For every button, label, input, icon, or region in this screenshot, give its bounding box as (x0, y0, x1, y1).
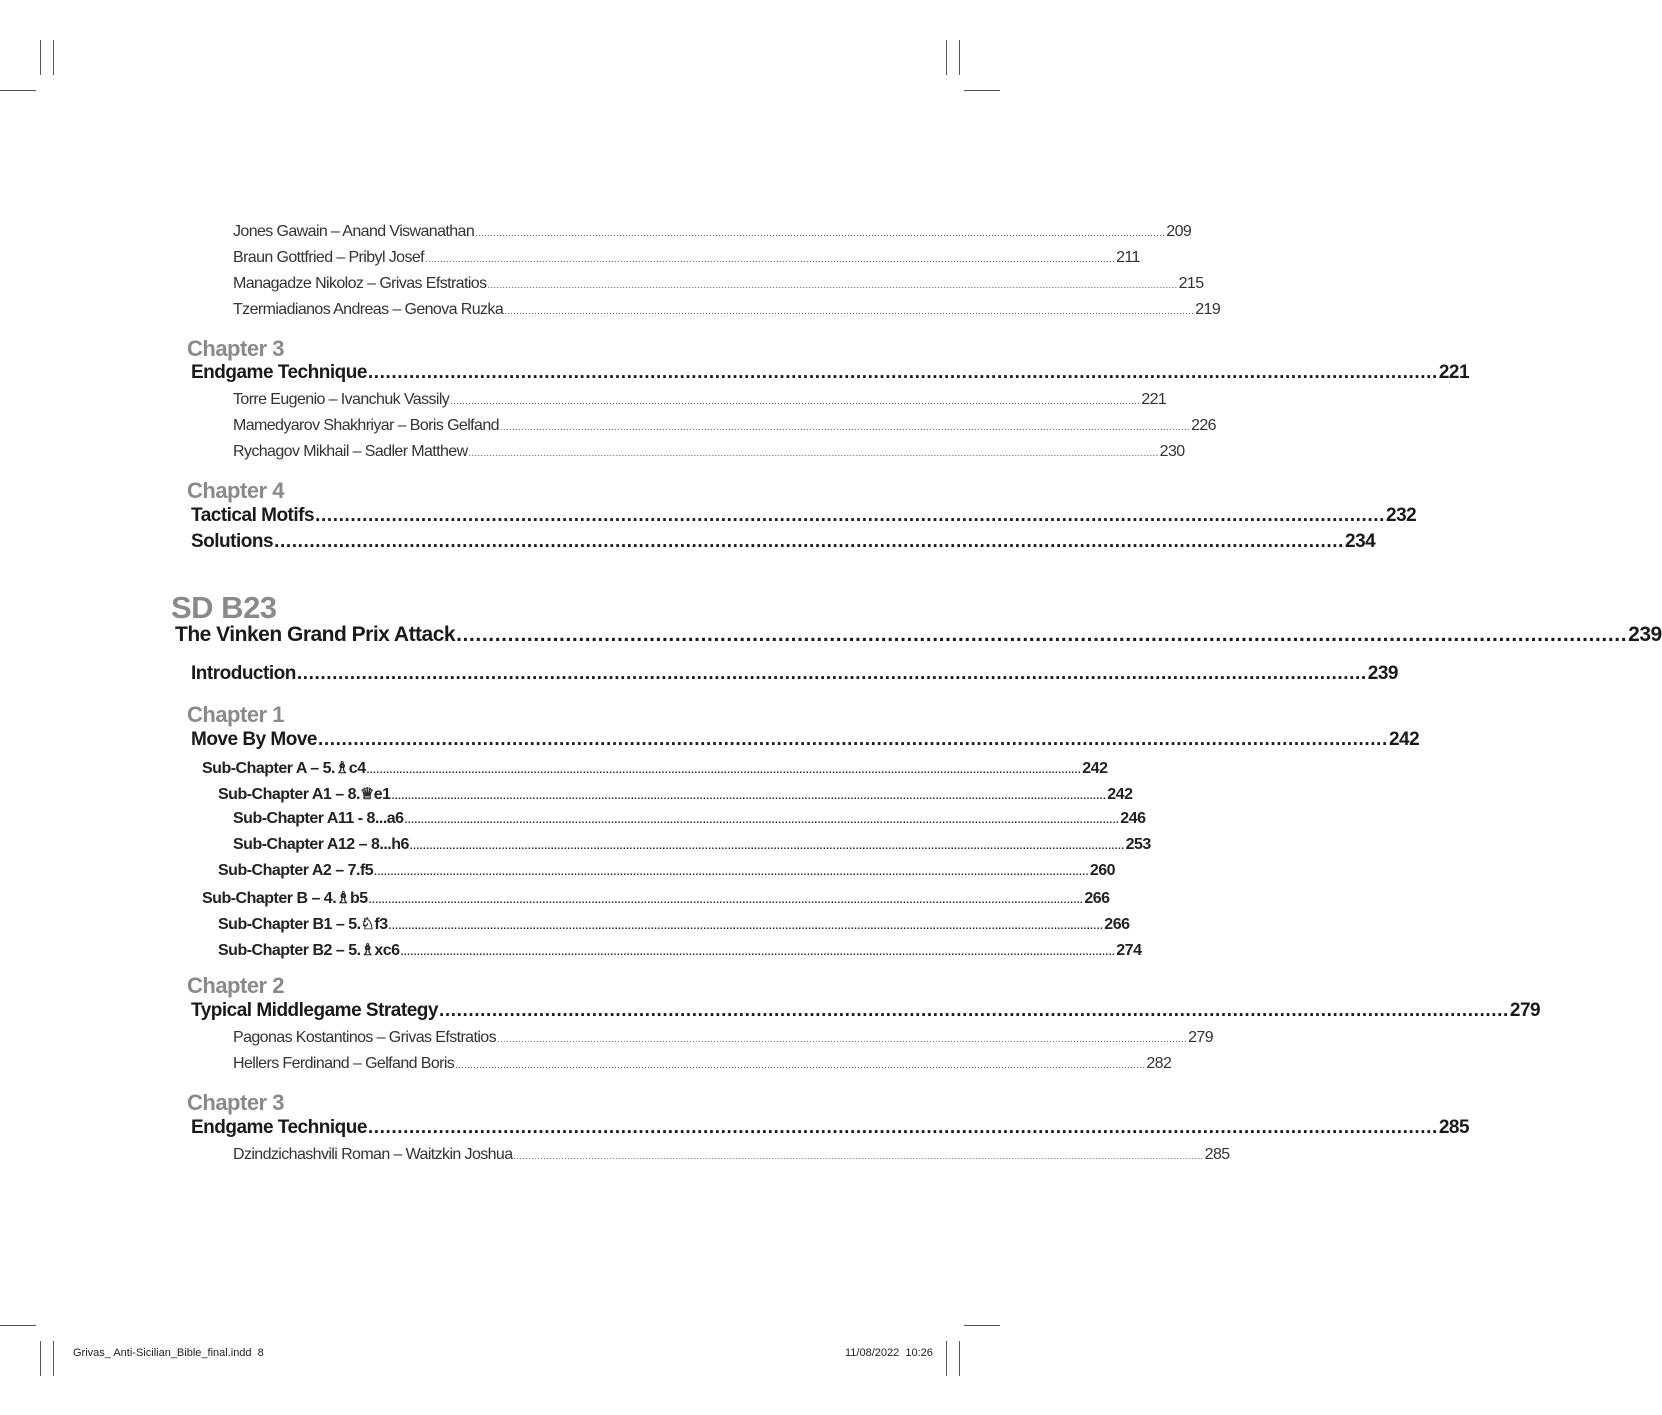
crop-mark (959, 40, 960, 75)
chapter-label: Chapter 4 (187, 478, 284, 503)
toc-game-entry[interactable] (233, 391, 1167, 413)
entry-title: Solutions (191, 531, 274, 552)
crop-mark (40, 40, 41, 75)
page-number: 239 (1367, 663, 1398, 684)
toc-game-entry[interactable] (233, 1146, 1230, 1168)
toc-subchapter-entry[interactable] (233, 836, 1151, 858)
game-title: Tzermiadianos Andreas – Genova Ruzka (233, 301, 504, 318)
toc-subchapter-entry[interactable] (218, 862, 1116, 884)
leader-dots: ...................................................................................................................................................................................... (367, 1117, 1438, 1138)
crop-mark (964, 1325, 1000, 1326)
game-title: Mamedyarov Shakhriyar – Boris Gelfand (233, 417, 499, 434)
entry-title: Endgame Technique (191, 1117, 367, 1138)
leader-dots: .......................................................................................................................................................................................................................... (400, 947, 1116, 958)
leader-dots: ...................................................................................................................................................................................... (296, 663, 1367, 684)
crop-mark (40, 1341, 41, 1376)
game-title: Dzindzichashvili Roman – Waitzkin Joshua (233, 1146, 513, 1163)
toc-subchapter-entry[interactable] (202, 888, 1110, 910)
toc-subchapter-entry[interactable] (233, 810, 1146, 832)
toc-main-entry[interactable] (191, 663, 1398, 689)
page-number: 226 (1191, 417, 1216, 434)
page-number: 246 (1120, 810, 1146, 827)
entry-title: Endgame Technique (191, 362, 367, 383)
page-number: 260 (1089, 862, 1116, 879)
chapter-label: Chapter 1 (187, 702, 284, 727)
crop-mark (53, 1341, 54, 1376)
entry-title: Typical Middlegame Strategy (191, 1000, 438, 1021)
leader-dots: ...................................................................................................................................................................................................................................... (468, 448, 1159, 458)
crop-mark (53, 40, 54, 75)
page-number: 285 (1438, 1117, 1470, 1138)
page-number: 242 (1082, 760, 1108, 777)
page-number: 242 (1107, 786, 1133, 803)
toc-game-entry[interactable] (233, 249, 1140, 271)
footer-date: 11/08/2022 (845, 1347, 900, 1359)
toc-subchapter-entry[interactable] (202, 758, 1108, 780)
chapter-label: Chapter 3 (187, 1090, 284, 1115)
subchapter-title: Sub-Chapter B – 4.♗b5 (202, 890, 368, 907)
leader-dots: .......................................................................................................................................................................................................................... (374, 867, 1089, 878)
page-number: 221 (1141, 391, 1167, 408)
subchapter-title: Sub-Chapter B2 – 5.♗xc6 (218, 942, 400, 959)
page-number: 253 (1125, 836, 1151, 853)
leader-dots: ...................................................................................................................................................................................................................................... (487, 280, 1178, 290)
subchapter-title: Sub-Chapter A11 - 8...a6 (233, 810, 404, 827)
game-title: Hellers Ferdinand – Gelfand Boris (233, 1055, 455, 1072)
footer-time: 10:26 (905, 1347, 933, 1359)
leader-dots: ...................................................................................................................................................................................... (274, 531, 1345, 552)
subchapter-title: Sub-Chapter A – 5.♗c4 (202, 760, 366, 777)
page-number: 279 (1188, 1029, 1213, 1046)
entry-title: Tactical Motifs (191, 505, 315, 526)
entry-title: Introduction (191, 663, 296, 684)
leader-dots: .......................................................................................................................................................................................................................... (409, 841, 1125, 852)
toc-game-entry[interactable] (233, 417, 1216, 439)
page-number: 279 (1509, 1000, 1541, 1021)
subchapter-title: Sub-Chapter A1 – 8.♕e1 (218, 786, 391, 803)
page-number: 232 (1386, 505, 1417, 526)
leader-dots: ...................................................................................................................................................................................................................................... (450, 396, 1141, 406)
leader-dots: .......................................................................................................................................................................................................................... (391, 791, 1107, 802)
footer-page: 8 (257, 1347, 264, 1359)
leader-dots: ...................................................................................................................................................................................................................................... (475, 228, 1166, 238)
section-code: SD B23 (171, 590, 277, 625)
page-number: 282 (1146, 1055, 1172, 1072)
game-title: Rychagov Mikhail – Sadler Matthew (233, 443, 468, 460)
page-number: 266 (1084, 890, 1110, 907)
toc-main-entry[interactable] (191, 362, 1470, 388)
toc-main-entry[interactable] (191, 531, 1376, 557)
crop-mark (0, 1325, 36, 1326)
game-title: Managadze Nikoloz – Grivas Efstratios (233, 275, 487, 292)
leader-dots: ...................................................................................................................................................................................... (438, 1000, 1509, 1021)
leader-dots: ...................................................................................................................................................................................................................................... (499, 422, 1191, 432)
leader-dots: .......................................................................................................................................................................................................................... (388, 921, 1104, 932)
page-number: 285 (1204, 1146, 1230, 1163)
leader-dots: ...................................................................................................................................................................................................................................... (513, 1151, 1204, 1161)
toc-game-entry[interactable] (233, 223, 1192, 245)
leader-dots: ...................................................................................................................................................................................................................................... (496, 1034, 1188, 1044)
subchapter-title: Sub-Chapter A12 – 8...h6 (233, 836, 409, 853)
game-title: Jones Gawain – Anand Viswanathan (233, 223, 475, 240)
crop-mark (959, 1341, 960, 1376)
leader-dots: ...................................................................................................................................................................................... (317, 729, 1388, 750)
crop-mark (964, 90, 1000, 91)
page-number: 219 (1195, 301, 1221, 318)
page-number: 234 (1345, 531, 1376, 552)
toc-section-entry[interactable] (175, 623, 1662, 651)
page-number: 230 (1159, 443, 1185, 460)
leader-dots: ...................................................................................................................................................................................................................................... (455, 1060, 1146, 1070)
section-title: The Vinken Grand Prix Attack (175, 623, 456, 646)
leader-dots: ...................................................................................................................................................................................................................................... (504, 306, 1195, 316)
subchapter-title: Sub-Chapter B1 – 5.♘f3 (218, 916, 388, 933)
leader-dots: .......................................................................................................................................................................................................................... (366, 765, 1082, 776)
subchapter-title: Sub-Chapter A2 – 7.f5 (218, 862, 374, 879)
leader-dots: .......................................................................................................................................................................................................................... (368, 895, 1084, 906)
page-number: 239 (1628, 623, 1662, 646)
crop-mark (0, 90, 36, 91)
toc-main-entry[interactable] (191, 729, 1420, 755)
page-number: 266 (1104, 916, 1130, 933)
chapter-label: Chapter 2 (187, 973, 284, 998)
toc-main-entry[interactable] (191, 505, 1417, 531)
leader-dots: ...................................................................................................................................................................................... (367, 362, 1438, 383)
toc-subchapter-entry[interactable] (218, 940, 1142, 962)
crop-mark (946, 1341, 947, 1376)
toc-game-entry[interactable] (233, 1055, 1172, 1077)
page-number: 274 (1116, 942, 1142, 959)
page-number: 215 (1178, 275, 1204, 292)
leader-dots: ...................................................................................................................................................................................................................................... (425, 254, 1116, 264)
toc-main-entry[interactable] (191, 1000, 1541, 1026)
leader-dots: ...................................................................................................................................................................................... (456, 623, 1628, 646)
crop-mark (946, 40, 947, 75)
toc-subchapter-entry[interactable] (218, 914, 1130, 936)
toc-subchapter-entry[interactable] (218, 784, 1133, 806)
entry-title: Move By Move (191, 729, 317, 750)
leader-dots: ...................................................................................................................................................................................... (315, 505, 1386, 526)
game-title: Torre Eugenio – Ivanchuk Vassily (233, 391, 450, 408)
chapter-label: Chapter 3 (187, 336, 284, 361)
leader-dots: .......................................................................................................................................................................................................................... (404, 815, 1120, 826)
toc-game-entry[interactable] (233, 275, 1204, 297)
page-number: 242 (1388, 729, 1420, 750)
toc-main-entry[interactable] (191, 1117, 1470, 1143)
toc-game-entry[interactable] (233, 1029, 1213, 1051)
footer-filename: Grivas_ Anti-Sicilian_Bible_final.indd (73, 1347, 252, 1359)
toc-game-entry[interactable] (233, 443, 1185, 465)
footer-file-info (73, 1347, 264, 1359)
footer-timestamp (845, 1347, 933, 1359)
game-title: Pagonas Kostantinos – Grivas Efstratios (233, 1029, 496, 1046)
toc-game-entry[interactable] (233, 301, 1221, 323)
page-number: 211 (1116, 249, 1140, 266)
game-title: Braun Gottfried – Pribyl Josef (233, 249, 424, 266)
page-number: 209 (1166, 223, 1192, 240)
page-number: 221 (1438, 362, 1470, 383)
